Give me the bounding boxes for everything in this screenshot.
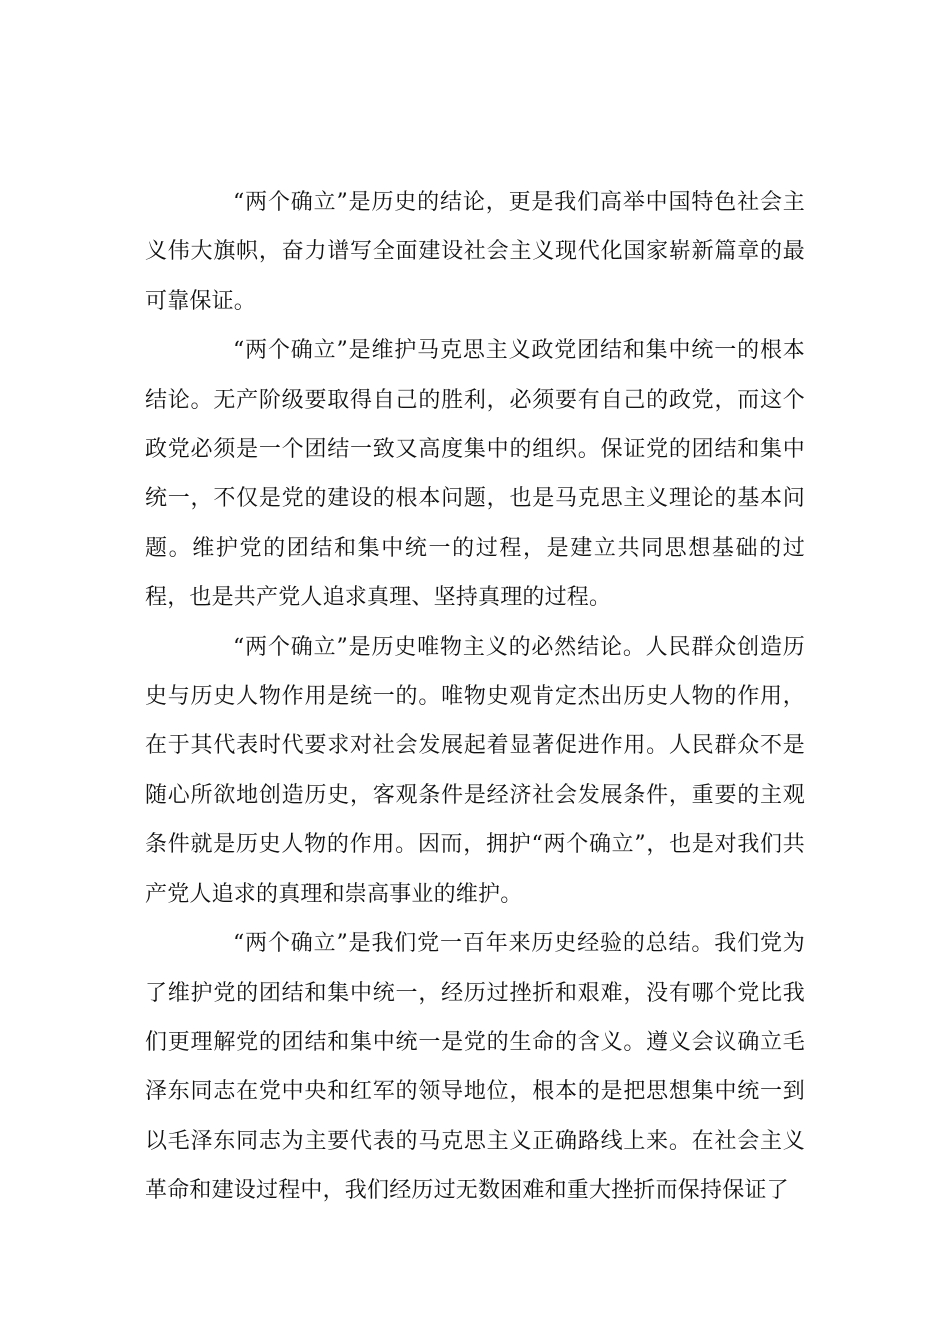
paragraph-4: “两个确立”是我们党一百年来历史经验的总结。我们党为了维护党的团结和集中统一，经历过挫折和艰难，没有哪个党比我们更理解党的团结和集中统一是党的生命的含义。遵义会议确立毛泽东同志在党中央和红军的领导地位，根本的是把思想集中统一到以毛泽东同志为主要代表的马克思主义正确路线上来。在社会主义革命和建设过程中，我们经历过无数困难和重大挫折而保持保证了 xyxy=(145,931,805,1204)
paragraph-3: “两个确立”是历史唯物主义的必然结论。人民群众创造历史与历史人物作用是统一的。唯物史观肯定杰出历史人物的作用，在于其代表时代要求对社会发展起着显著促进作用。人民群众不是随心所欲地创造历史，客观条件是经济社会发展条件，重要的主观条件就是历史人物的作用。因而，拥护“两个确立”，也是对我们共产党人追求的真理和崇高事业的维护。 xyxy=(145,634,805,907)
paragraph-1: “两个确立”是历史的结论，更是我们高举中国特色社会主义伟大旗帜，奋力谱写全面建设社会主义现代化国家崭新篇章的最可靠保证。 xyxy=(145,190,805,314)
document-body xyxy=(145,178,805,1216)
paragraph-2: “两个确立”是维护马克思主义政党团结和集中统一的根本结论。无产阶级要取得自己的胜利，必须要有自己的政党，而这个政党必须是一个团结一致又高度集中的组织。保证党的团结和集中统一，不仅是党的建设的根本问题，也是马克思主义理论的基本问题。维护党的团结和集中统一的过程，是建立共同思想基础的过程，也是共产党人追求真理、坚持真理的过程。 xyxy=(145,338,805,611)
